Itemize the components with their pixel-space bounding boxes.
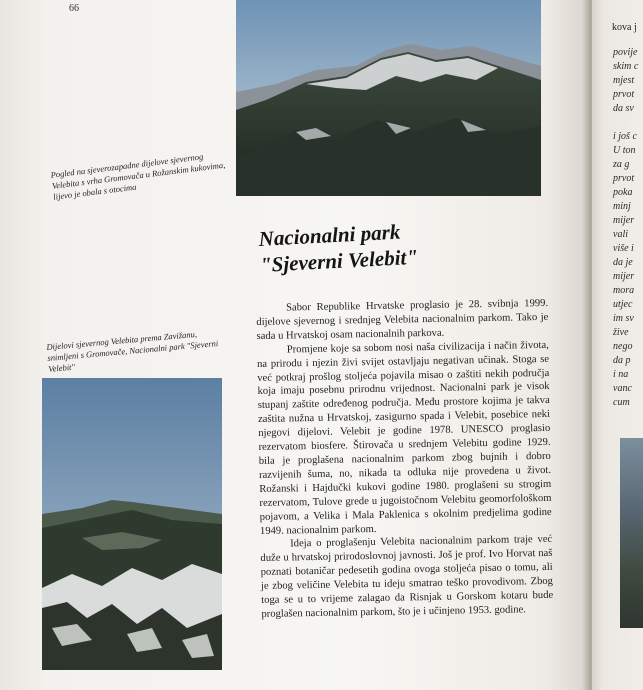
- right-page: [592, 0, 643, 690]
- title-line-2: "Sjeverni Velebit": [259, 244, 419, 277]
- right-line: da je: [613, 257, 633, 268]
- right-line: prvot: [613, 89, 635, 100]
- right-line: mora: [613, 285, 635, 296]
- right-page-header: kova j: [612, 22, 637, 33]
- right-line: cum: [613, 397, 630, 408]
- mountain-landscape-image: [236, 0, 541, 196]
- mountain-photo-bottom: [42, 378, 222, 670]
- article-body: [256, 297, 554, 622]
- right-line: mjest: [613, 75, 635, 86]
- paragraph-2: Promjene koje sa sobom nosi naša civilizacija i način života, na prirodu i njezin živi svijet ostavljaju negativan učinak. Stoga se već potkraj prošlog stoljeća pojavila misao o zaštiti nekih područja koja imaju posebnu prirodnu vrijednost. Nacionalni park je visok stupanj zaštite određenog područja. Među prostore kojima je takva zaštita nužna u Hrvatskoj, zasigurno spada i Velebit, posebice neki njegovi dijelovi. Velebit je godine 1978. UNESCO proglasio rezervatom biosfere. Štirovača u srednjem Velebitu godine 1929. bila je proglašena nacionalnim parkom zbog bujnih i dobro razvijenih šuma, no, nikada ta odluka nije provedena u život. Rožanski i Hajdučki kukovi godine 1980. proglašeni su strogim rezervatom, Tulove grede u jugoistočnom Velebitu geomorfološkom pojavom, a Velika i Mala Paklenica s okolnim predjelima godine 1949. nacionalnim parkom.: [256, 339, 552, 537]
- photo-caption-top: Pogled na sjeverozapadne dijelove sjevernog Velebita s vrha Gromovača u Rožanskim kukovima, lijevo je obala s otocima: [50, 151, 226, 202]
- right-line: mijer: [613, 215, 635, 226]
- right-line: vanc: [613, 383, 632, 394]
- right-page-photo: [620, 438, 643, 628]
- right-line: im sv: [613, 313, 634, 324]
- photo-caption-bottom: Dijelovi sjevernog Velebita prema Zavižanu, snimljeni s Gromovače, Nacionalni park "Sjeverni Velebit": [46, 328, 219, 374]
- paragraph-1: Sabor Republike Hrvatske proglasio je 28. svibnja 1999. dijelove sjevernog i srednjeg Velebita nacionalnim parkom. Tako je sada u Hrvatskoj osam nacionalnih parkova.: [256, 297, 549, 342]
- right-line: za g: [613, 159, 630, 170]
- right-line: poka: [613, 187, 633, 198]
- velebit-ridge-image: [42, 378, 222, 670]
- mountain-photo-top: [236, 0, 541, 196]
- page-number: 66: [69, 3, 79, 14]
- right-line: nego: [613, 341, 633, 352]
- right-line: i još c: [613, 131, 637, 142]
- right-line: da sv: [613, 103, 634, 114]
- right-line: utjec: [613, 299, 633, 310]
- article-title: [258, 210, 560, 278]
- right-line: vali: [613, 229, 628, 240]
- title-line-1: Nacionalni park: [258, 219, 401, 251]
- right-line: skim c: [613, 61, 639, 72]
- right-line: povije: [613, 47, 638, 58]
- right-line: minj: [613, 201, 631, 212]
- paragraph-3: Ideja o proglašenju Velebita nacionalnim parkom traje već duže u hrvatskoj prirodoslovnoj javnosti. Još je prof. Ivo Horvat naš poznati botaničar pedesetih godina ovoga stoljeća pisao o tomu, ali je zbog veličine Velebita tu ideju smatrao teško provodivom. Zbog toga se u to vrijeme zalagao da Risnjak u Gorskom kotaru bude proglašen nacionalnim parkom, što je i učinjeno 1953. godine.: [260, 534, 554, 620]
- right-line: [613, 116, 643, 130]
- right-page-text: [613, 46, 643, 410]
- right-line: U ton: [613, 145, 636, 156]
- right-line: više i: [613, 243, 634, 254]
- right-line: prvot: [613, 173, 635, 184]
- right-line: mijer: [613, 271, 635, 282]
- right-line: da p: [613, 355, 631, 366]
- right-line: i na: [613, 369, 629, 380]
- right-line: žive: [613, 327, 629, 338]
